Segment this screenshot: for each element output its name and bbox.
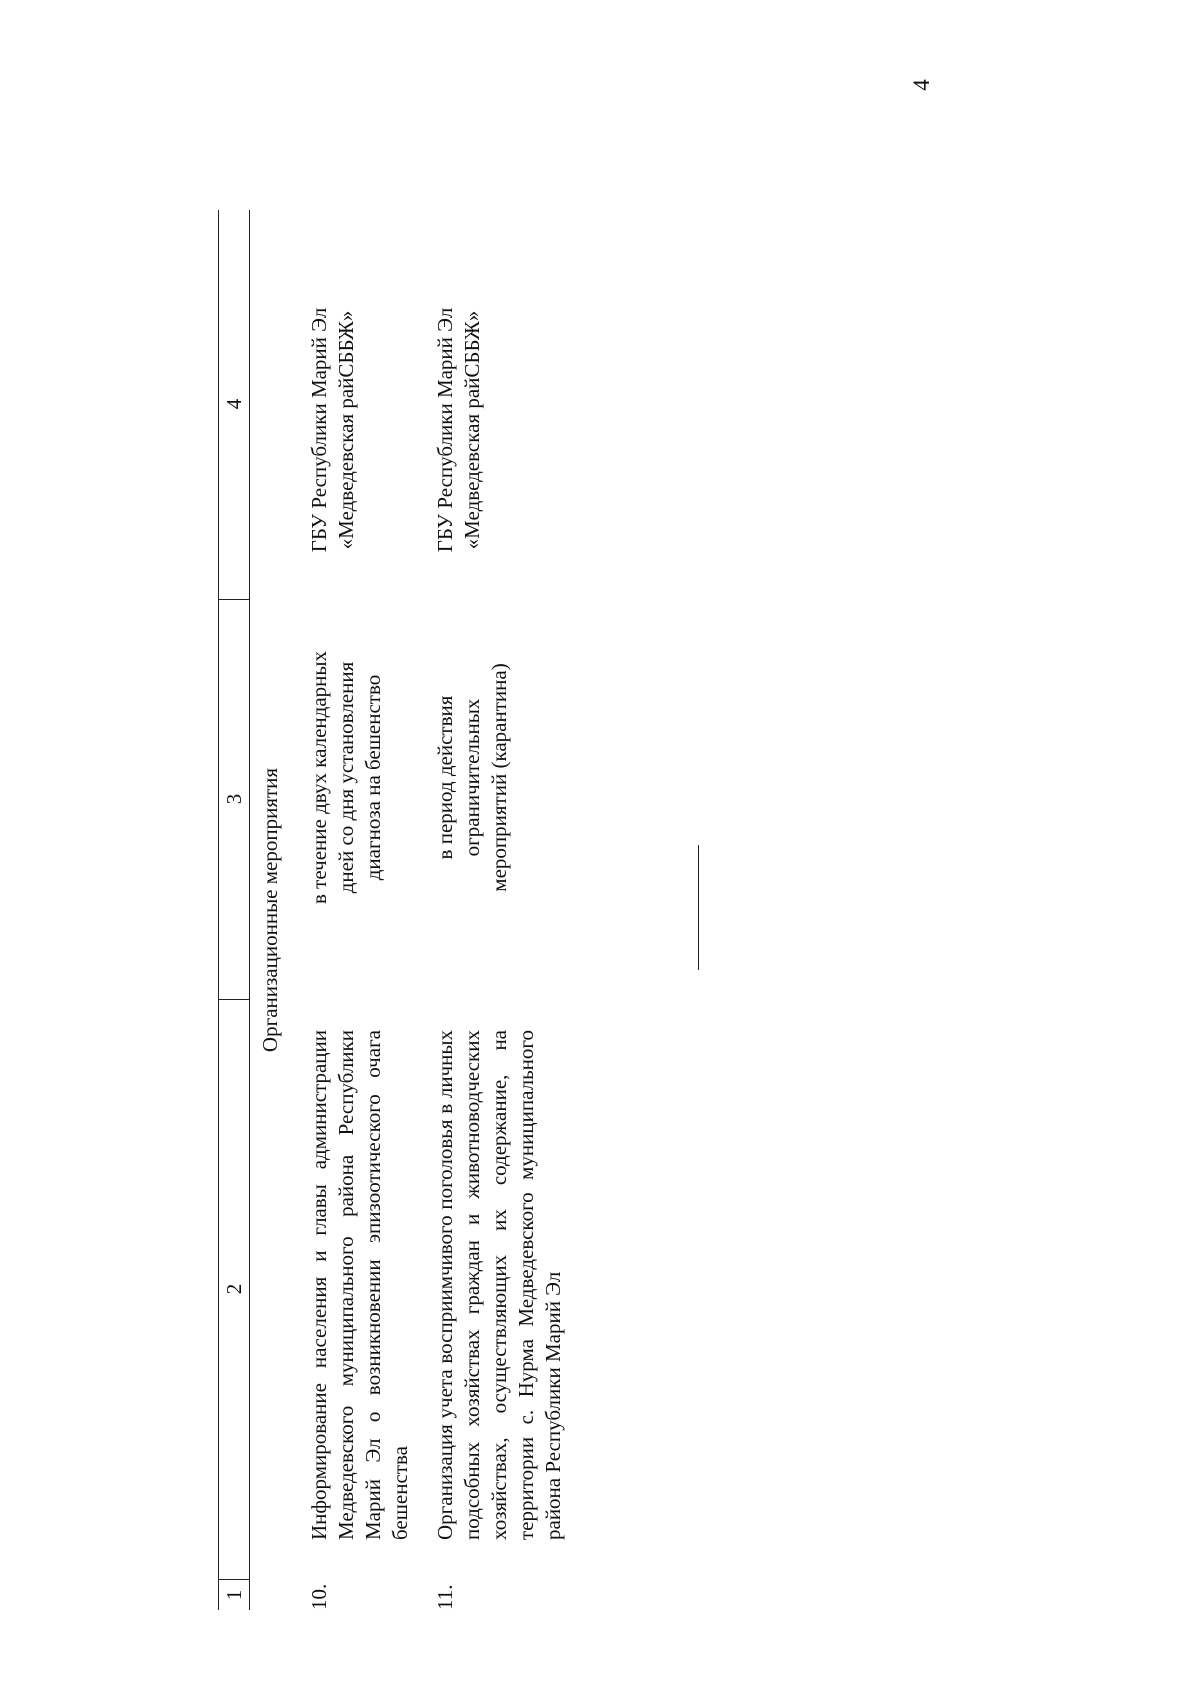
row-description: Организация учета восприимчивого поголовья в личных подсобных хозяйствах граждан и животноводческих хозяйствах, осуществляющих их содержание, на территории с. Нурма Медведевского муниципального района Республики Марий Эл	[433, 1030, 565, 1540]
rotated-table	[218, 210, 1200, 1610]
row-term: в течение двух календарных дней со дня установления диагноза на бешенство	[307, 651, 385, 904]
row-description: Информирование населения и главы администрации Медведевского муниципального района Республики Марий Эл о возникновении эпизоотического очага бешенства	[307, 1030, 412, 1540]
section-title: Организационные мероприятия	[258, 767, 282, 1053]
row-executor: ГБУ Республики Марий Эл «Медведевская райСББЖ»	[307, 307, 358, 553]
page-number: 4	[908, 79, 934, 91]
column-header-3: 3	[219, 599, 249, 1000]
column-header-2: 2	[219, 999, 249, 1580]
column-header-1: 1	[221, 1589, 246, 1601]
closing-divider	[698, 845, 699, 970]
row-term: в период действия ограничительных мероприятий (карантина)	[433, 663, 511, 892]
row-executor: ГБУ Республики Марий Эл «Медведевская райСББЖ»	[433, 307, 484, 553]
column-header-4: 4	[219, 209, 249, 600]
row-number: 11.	[433, 1584, 457, 1610]
row-number: 10.	[307, 1583, 331, 1610]
table-header	[218, 210, 250, 1610]
